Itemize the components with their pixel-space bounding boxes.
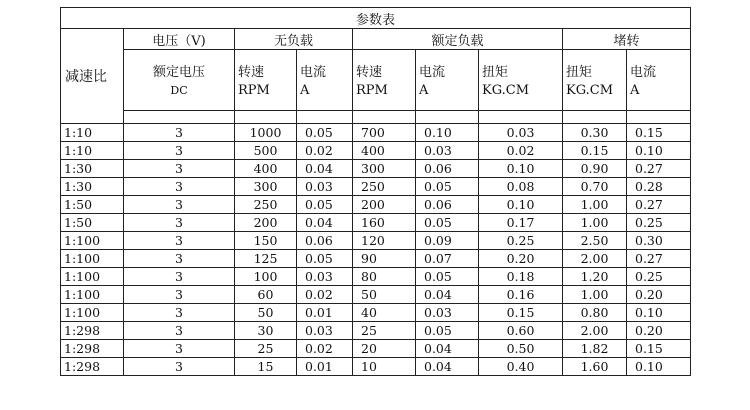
stall-current-cell: 0.25 xyxy=(627,268,691,286)
rated-torque-cell: 0.15 xyxy=(479,304,563,322)
ratio-cell: 1:10 xyxy=(61,124,124,142)
voltage-cell: 3 xyxy=(124,178,235,196)
voltage-cell: 3 xyxy=(124,124,235,142)
rated-torque-cell: 0.60 xyxy=(479,322,563,340)
ratio-cell: 1:100 xyxy=(61,250,124,268)
no-load-speed-cell: 200 xyxy=(235,214,297,232)
stall-current-header: 电流 A xyxy=(627,50,691,111)
table-row xyxy=(61,232,691,250)
no-load-current-cell: 0.05 xyxy=(297,196,353,214)
voltage-cell: 3 xyxy=(124,358,235,376)
stall-torque-cell: 0.80 xyxy=(563,304,627,322)
rated-speed-cell: 700 xyxy=(353,124,416,142)
stall-current-cell: 0.28 xyxy=(627,178,691,196)
rated-torque-cell: 0.08 xyxy=(479,178,563,196)
rated-speed-cell: 160 xyxy=(353,214,416,232)
stall-torque-cell: 2.00 xyxy=(563,250,627,268)
stall-torque-cell: 2.50 xyxy=(563,232,627,250)
no-load-current-cell: 0.05 xyxy=(297,250,353,268)
ratio-header: 减速比 xyxy=(61,29,124,124)
rated-voltage-header: 额定电压 DC xyxy=(124,50,235,111)
stall-current-cell: 0.30 xyxy=(627,232,691,250)
no-load-speed-cell: 125 xyxy=(235,250,297,268)
no-load-current-cell: 0.04 xyxy=(297,160,353,178)
rated-current-header: 电流 A xyxy=(416,50,479,111)
ratio-cell: 1:100 xyxy=(61,268,124,286)
no-load-current-cell: 0.01 xyxy=(297,304,353,322)
rated-speed-cell: 400 xyxy=(353,142,416,160)
stall-torque-cell: 1.20 xyxy=(563,268,627,286)
voltage-group-header: 电压（V) xyxy=(124,29,235,50)
rated-torque-cell: 0.18 xyxy=(479,268,563,286)
no-load-speed-cell: 15 xyxy=(235,358,297,376)
rated-speed-cell: 120 xyxy=(353,232,416,250)
stall-torque-cell: 1.60 xyxy=(563,358,627,376)
voltage-cell: 3 xyxy=(124,340,235,358)
table-row xyxy=(61,214,691,232)
rated-load-group-header: 额定负载 xyxy=(353,29,563,50)
no-load-current-cell: 0.06 xyxy=(297,232,353,250)
table-row xyxy=(61,286,691,304)
no-load-current-cell: 0.03 xyxy=(297,268,353,286)
voltage-cell: 3 xyxy=(124,214,235,232)
no-load-speed-cell: 100 xyxy=(235,268,297,286)
rated-torque-header: 扭矩 KG.CM xyxy=(479,50,563,111)
no-load-speed-cell: 30 xyxy=(235,322,297,340)
rated-current-cell: 0.03 xyxy=(416,304,479,322)
table-row xyxy=(61,322,691,340)
rated-torque-cell: 0.10 xyxy=(479,196,563,214)
no-load-current-cell: 0.01 xyxy=(297,358,353,376)
voltage-cell: 3 xyxy=(124,304,235,322)
rated-speed-cell: 25 xyxy=(353,322,416,340)
rated-current-cell: 0.04 xyxy=(416,286,479,304)
table-row xyxy=(61,160,691,178)
parameter-table xyxy=(60,7,691,376)
rated-speed-cell: 40 xyxy=(353,304,416,322)
table-row xyxy=(61,178,691,196)
stall-torque-cell: 0.90 xyxy=(563,160,627,178)
rated-current-cell: 0.04 xyxy=(416,340,479,358)
rated-torque-cell: 0.17 xyxy=(479,214,563,232)
stall-torque-cell: 0.15 xyxy=(563,142,627,160)
rated-current-cell: 0.04 xyxy=(416,358,479,376)
header-spacer-row xyxy=(61,111,691,124)
rated-current-cell: 0.05 xyxy=(416,214,479,232)
ratio-cell: 1:50 xyxy=(61,214,124,232)
stall-current-cell: 0.27 xyxy=(627,160,691,178)
rated-current-cell: 0.06 xyxy=(416,160,479,178)
rated-torque-cell: 0.50 xyxy=(479,340,563,358)
table-row xyxy=(61,196,691,214)
table-row xyxy=(61,142,691,160)
ratio-cell: 1:30 xyxy=(61,178,124,196)
rated-torque-cell: 0.40 xyxy=(479,358,563,376)
stall-torque-cell: 0.70 xyxy=(563,178,627,196)
rated-speed-cell: 90 xyxy=(353,250,416,268)
ratio-cell: 1:100 xyxy=(61,286,124,304)
no-load-speed-header: 转速 RPM xyxy=(235,50,297,111)
stall-current-cell: 0.10 xyxy=(627,358,691,376)
rated-torque-cell: 0.02 xyxy=(479,142,563,160)
rated-speed-cell: 300 xyxy=(353,160,416,178)
rated-torque-cell: 0.20 xyxy=(479,250,563,268)
stall-current-cell: 0.15 xyxy=(627,340,691,358)
no-load-speed-cell: 25 xyxy=(235,340,297,358)
table-row xyxy=(61,340,691,358)
ratio-cell: 1:298 xyxy=(61,340,124,358)
no-load-current-cell: 0.03 xyxy=(297,178,353,196)
no-load-current-cell: 0.02 xyxy=(297,142,353,160)
no-load-speed-cell: 50 xyxy=(235,304,297,322)
no-load-speed-cell: 1000 xyxy=(235,124,297,142)
voltage-cell: 3 xyxy=(124,196,235,214)
stall-torque-cell: 1.00 xyxy=(563,196,627,214)
rated-speed-cell: 50 xyxy=(353,286,416,304)
voltage-cell: 3 xyxy=(124,232,235,250)
voltage-cell: 3 xyxy=(124,142,235,160)
no-load-speed-cell: 150 xyxy=(235,232,297,250)
table-row xyxy=(61,124,691,142)
rated-speed-header: 转速 RPM xyxy=(353,50,416,111)
stall-current-cell: 0.25 xyxy=(627,214,691,232)
rated-current-cell: 0.07 xyxy=(416,250,479,268)
stall-torque-cell: 1.00 xyxy=(563,214,627,232)
ratio-cell: 1:100 xyxy=(61,232,124,250)
ratio-cell: 1:100 xyxy=(61,304,124,322)
no-load-current-cell: 0.02 xyxy=(297,340,353,358)
no-load-current-cell: 0.04 xyxy=(297,214,353,232)
stall-current-cell: 0.20 xyxy=(627,322,691,340)
no-load-current-cell: 0.02 xyxy=(297,286,353,304)
no-load-speed-cell: 400 xyxy=(235,160,297,178)
no-load-speed-cell: 300 xyxy=(235,178,297,196)
no-load-current-cell: 0.05 xyxy=(297,124,353,142)
ratio-cell: 1:50 xyxy=(61,196,124,214)
no-load-current-cell: 0.03 xyxy=(297,322,353,340)
stall-torque-cell: 0.30 xyxy=(563,124,627,142)
stall-torque-cell: 2.00 xyxy=(563,322,627,340)
rated-torque-cell: 0.16 xyxy=(479,286,563,304)
rated-speed-cell: 80 xyxy=(353,268,416,286)
ratio-cell: 1:10 xyxy=(61,142,124,160)
table-title: 参数表 xyxy=(61,8,691,29)
no-load-group-header: 无负载 xyxy=(235,29,353,50)
table-row xyxy=(61,304,691,322)
rated-speed-cell: 10 xyxy=(353,358,416,376)
rated-current-cell: 0.05 xyxy=(416,322,479,340)
voltage-cell: 3 xyxy=(124,286,235,304)
ratio-cell: 1:30 xyxy=(61,160,124,178)
rated-current-cell: 0.10 xyxy=(416,124,479,142)
stall-current-cell: 0.15 xyxy=(627,124,691,142)
rated-torque-cell: 0.10 xyxy=(479,160,563,178)
rated-torque-cell: 0.25 xyxy=(479,232,563,250)
rated-current-cell: 0.05 xyxy=(416,268,479,286)
rated-current-cell: 0.05 xyxy=(416,178,479,196)
stall-torque-header: 扭矩 KG.CM xyxy=(563,50,627,111)
rated-current-cell: 0.03 xyxy=(416,142,479,160)
stall-current-cell: 0.20 xyxy=(627,286,691,304)
no-load-speed-cell: 60 xyxy=(235,286,297,304)
rated-speed-cell: 250 xyxy=(353,178,416,196)
stall-group-header: 堵转 xyxy=(563,29,691,50)
no-load-current-header: 电流 A xyxy=(297,50,353,111)
stall-torque-cell: 1.00 xyxy=(563,286,627,304)
voltage-cell: 3 xyxy=(124,322,235,340)
rated-speed-cell: 200 xyxy=(353,196,416,214)
ratio-cell: 1:298 xyxy=(61,322,124,340)
stall-current-cell: 0.10 xyxy=(627,304,691,322)
no-load-speed-cell: 250 xyxy=(235,196,297,214)
stall-current-cell: 0.10 xyxy=(627,142,691,160)
stall-current-cell: 0.27 xyxy=(627,250,691,268)
stall-torque-cell: 1.82 xyxy=(563,340,627,358)
voltage-cell: 3 xyxy=(124,160,235,178)
rated-current-cell: 0.06 xyxy=(416,196,479,214)
rated-speed-cell: 20 xyxy=(353,340,416,358)
table-row xyxy=(61,268,691,286)
table-row xyxy=(61,358,691,376)
table-row xyxy=(61,250,691,268)
stall-current-cell: 0.27 xyxy=(627,196,691,214)
no-load-speed-cell: 500 xyxy=(235,142,297,160)
rated-torque-cell: 0.03 xyxy=(479,124,563,142)
voltage-cell: 3 xyxy=(124,268,235,286)
rated-current-cell: 0.09 xyxy=(416,232,479,250)
ratio-cell: 1:298 xyxy=(61,358,124,376)
voltage-cell: 3 xyxy=(124,250,235,268)
